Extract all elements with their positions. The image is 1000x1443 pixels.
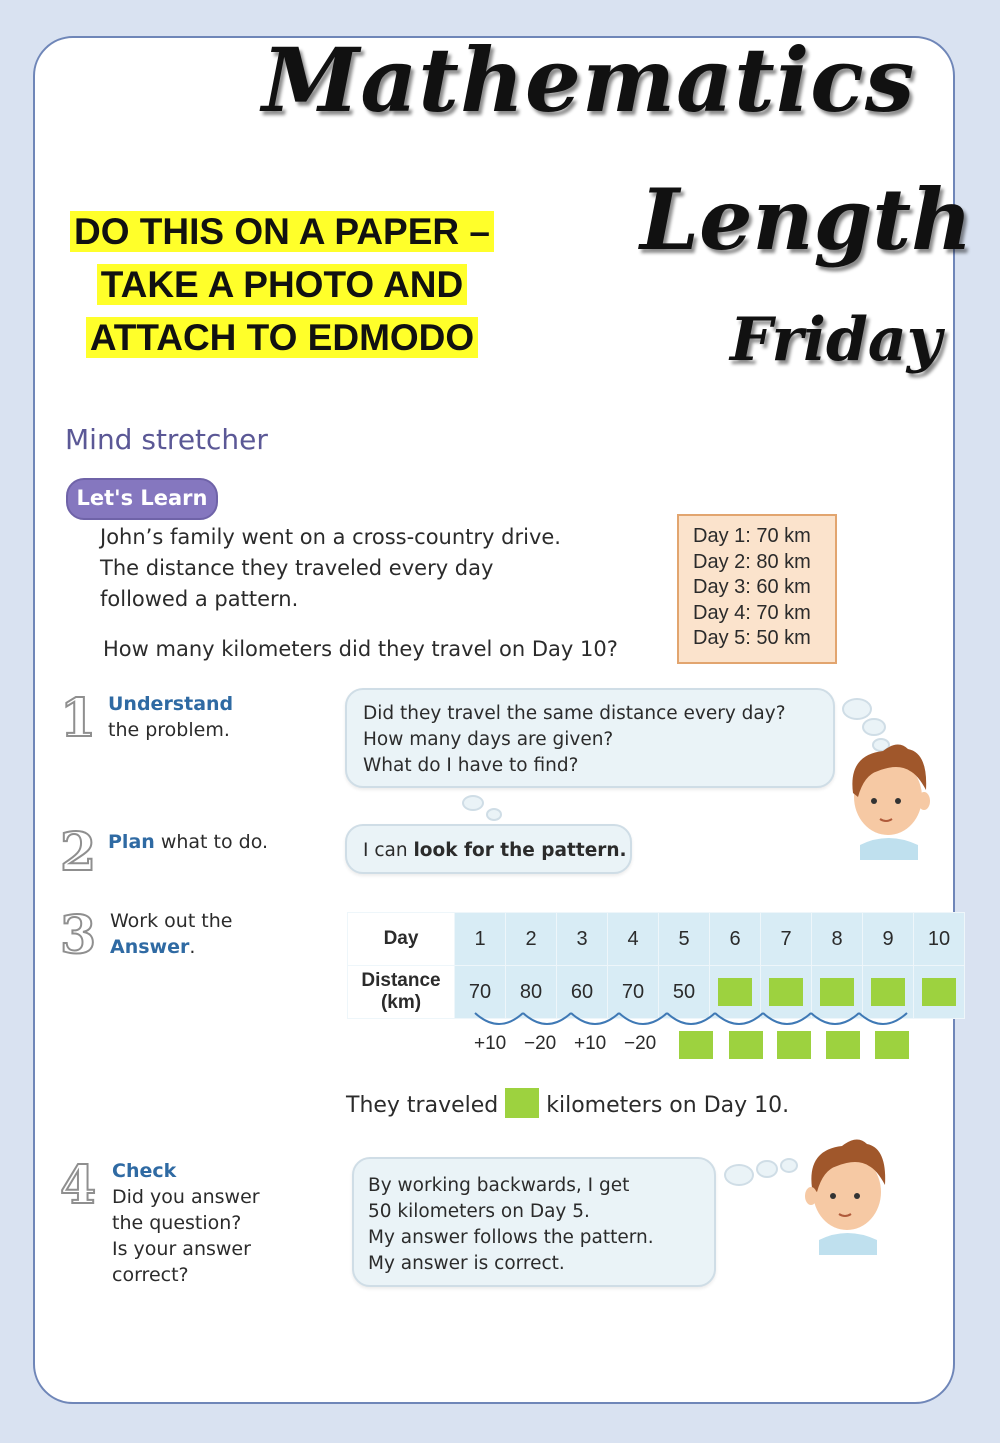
pattern-table (347, 912, 965, 1019)
table-day-cell: 6 (710, 913, 761, 966)
step-2-number: 2 (60, 822, 97, 883)
day-entry-5: Day 5: 50 km (693, 627, 811, 649)
page-title: Mathematics (262, 28, 916, 132)
table-distance-cell: 70 (455, 966, 506, 1019)
boy-eye (895, 798, 901, 804)
answer-sentence (346, 1088, 789, 1118)
distance-unit: (km) (380, 992, 422, 1013)
instruction-line-1: DO THIS ON A PAPER – (70, 211, 494, 252)
bubble-dot (724, 1164, 754, 1186)
table-day-cell: 8 (812, 913, 863, 966)
table-row-day (348, 913, 965, 966)
bubble-dot (842, 698, 872, 720)
difference-box-2[interactable] (729, 1031, 763, 1059)
bubble-4-line-3: My answer follows the pattern. (368, 1227, 654, 1248)
difference-box-1[interactable] (679, 1031, 713, 1059)
lets-learn-tag: Let's Learn (66, 478, 218, 520)
step-2-rest: what to do. (154, 831, 269, 853)
answer-box-final[interactable] (505, 1088, 539, 1118)
boy-ear (805, 1187, 817, 1205)
day-distance-box (677, 514, 837, 664)
bubble-4-line-2: 50 kilometers on Day 5. (368, 1201, 590, 1222)
bubble-4-line-1: By working backwards, I get (368, 1175, 630, 1196)
difference-box-4[interactable] (826, 1031, 860, 1059)
instruction-line-3: ATTACH TO EDMODO (86, 317, 478, 358)
bubble-dot (780, 1158, 798, 1173)
answer-pre: They traveled (346, 1093, 506, 1118)
step-1-head: Understand (108, 693, 234, 715)
difference-box-3[interactable] (777, 1031, 811, 1059)
bubble-1-line-1: Did they travel the same distance every day? (363, 703, 786, 724)
day-entry-1: Day 1: 70 km (693, 525, 811, 547)
table-day-cell: 4 (608, 913, 659, 966)
difference-3: +10 (574, 1033, 607, 1054)
problem-line-1: John’s family went on a cross-country drive. (100, 525, 561, 549)
day-title: Friday (730, 305, 942, 375)
bubble-4-line-4: My answer is correct. (368, 1253, 565, 1274)
step-4-line-4: correct? (112, 1264, 189, 1286)
section-heading: Mind stretcher (65, 423, 268, 456)
step-1-label (108, 691, 233, 743)
table-day-cell: 2 (506, 913, 557, 966)
step-3-label (110, 908, 233, 960)
step-4-label (112, 1158, 260, 1288)
thought-bubble-2 (345, 824, 632, 874)
arrow-4 (619, 1013, 667, 1024)
bubble-dot (756, 1160, 778, 1178)
step-3-head: Answer (110, 936, 190, 958)
step-3-rest: . (189, 936, 196, 958)
boy-illustration (797, 1130, 897, 1255)
boy-eye (830, 1193, 836, 1199)
thought-bubble-1 (345, 688, 835, 788)
table-day-cell: 3 (557, 913, 608, 966)
step-3-number: 3 (60, 905, 97, 966)
table-distance-cell: 70 (608, 966, 659, 1019)
bubble-2-pre: I can (363, 840, 414, 861)
step-4-line-3: Is your answer (112, 1238, 251, 1260)
table-day-cell: 7 (761, 913, 812, 966)
boy-eye (854, 1193, 860, 1199)
arrow-7 (763, 1013, 811, 1024)
step-4-head: Check (112, 1160, 177, 1182)
day-entry-4: Day 4: 70 km (693, 601, 811, 624)
table-day-cell: 1 (455, 913, 506, 966)
arrow-3 (571, 1013, 619, 1024)
table-distance-cell: 60 (557, 966, 608, 1019)
day-entry-3: Day 3: 60 km (693, 576, 811, 598)
arrow-8 (811, 1013, 859, 1024)
arrow-1 (475, 1013, 523, 1024)
step-2-label (108, 829, 268, 855)
step-1-rest: the problem. (108, 719, 230, 741)
table-header-distance (348, 966, 455, 1019)
table-distance-cell: 80 (506, 966, 557, 1019)
step-3-line-1: Work out the (110, 910, 233, 932)
problem-text (100, 522, 561, 615)
step-4-line-2: the question? (112, 1212, 242, 1234)
step-1-number: 1 (60, 688, 97, 749)
boy-shirt (819, 1233, 877, 1255)
table-day-cell: 9 (863, 913, 914, 966)
bubble-1-line-3: What do I have to find? (363, 755, 579, 776)
instruction-notice (62, 205, 502, 364)
step-4-number: 4 (60, 1155, 97, 1216)
table-header-day: Day (348, 913, 455, 966)
bubble-dot (862, 718, 886, 736)
problem-question: How many kilometers did they travel on Day 10? (103, 637, 618, 661)
bubble-dot (462, 795, 484, 811)
thought-bubble-4 (352, 1157, 716, 1287)
problem-line-3: followed a pattern. (100, 587, 299, 611)
arrow-9 (859, 1013, 907, 1024)
boy-illustration (838, 735, 938, 860)
bubble-1-line-2: How many days are given? (363, 729, 614, 750)
table-distance-cell: 50 (659, 966, 710, 1019)
boy-shirt (860, 838, 918, 860)
distance-label: Distance (361, 970, 441, 991)
difference-2: −20 (524, 1033, 557, 1054)
step-2-head: Plan (108, 831, 155, 853)
difference-box-5[interactable] (875, 1031, 909, 1059)
table-day-cell: 5 (659, 913, 710, 966)
topic-title: Length (640, 170, 973, 269)
step-4-line-1: Did you answer (112, 1186, 260, 1208)
table-day-cell: 10 (914, 913, 965, 966)
arrow-2 (523, 1013, 571, 1024)
arrow-5 (667, 1013, 715, 1024)
difference-1: +10 (474, 1033, 507, 1054)
day-entry-2: Day 2: 80 km (693, 550, 811, 573)
difference-4: −20 (624, 1033, 657, 1054)
boy-ear (918, 792, 930, 810)
boy-eye (871, 798, 877, 804)
bubble-2-bold: look for the pattern. (413, 840, 627, 861)
arrow-6 (715, 1013, 763, 1024)
answer-post: kilometers on Day 10. (539, 1093, 790, 1118)
bubble-dot (486, 808, 502, 821)
problem-line-2: The distance they traveled every day (100, 556, 494, 580)
instruction-line-2: TAKE A PHOTO AND (97, 264, 467, 305)
